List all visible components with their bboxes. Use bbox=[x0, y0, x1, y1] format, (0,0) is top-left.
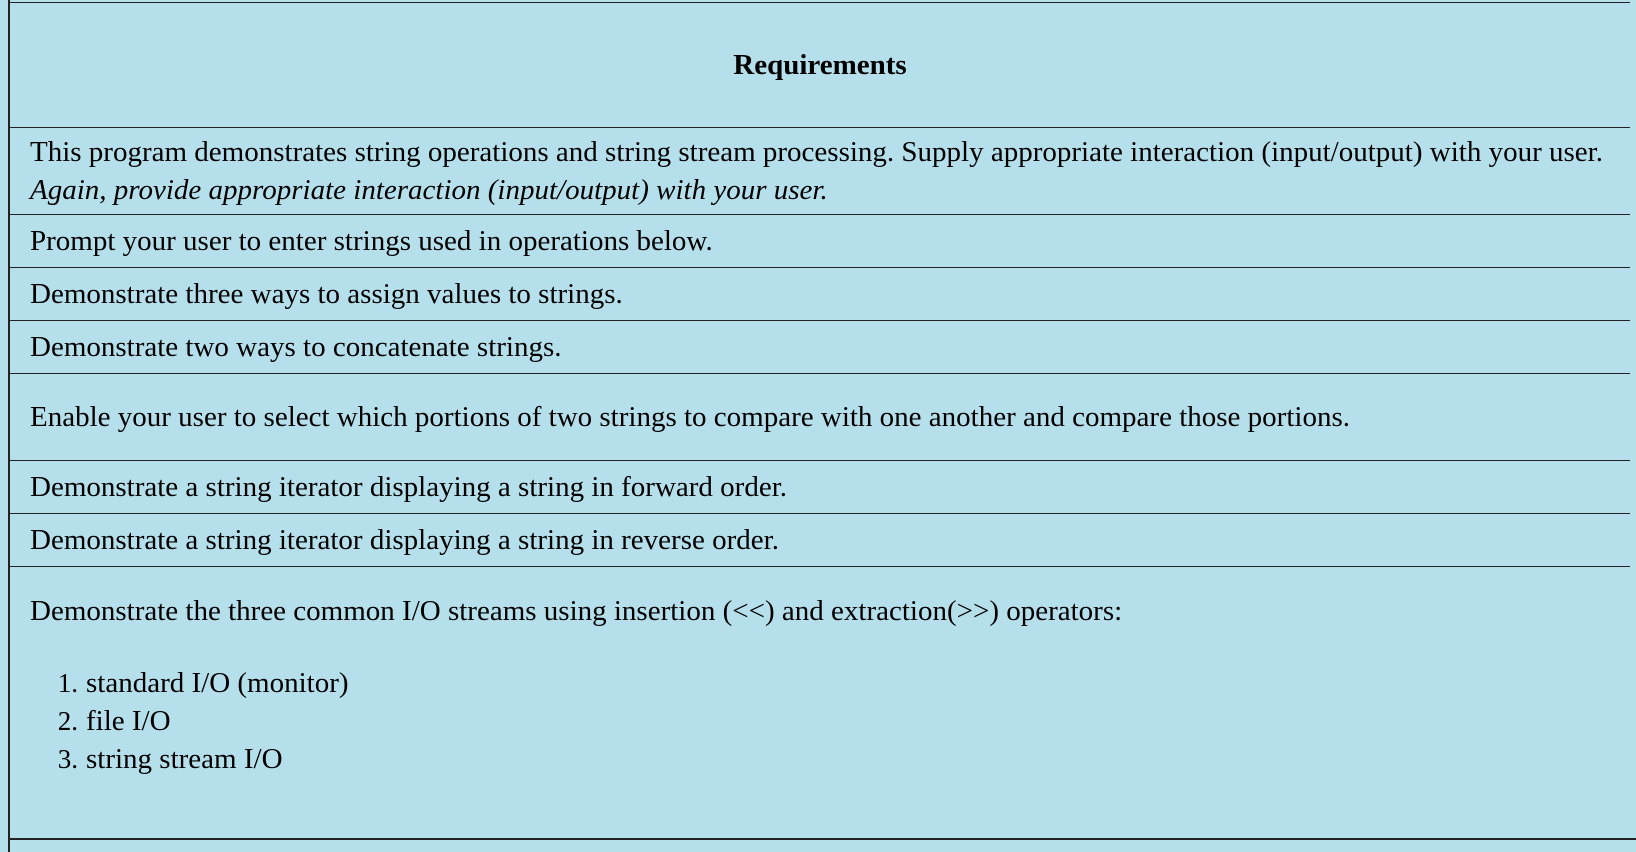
assign-requirement: Demonstrate three ways to assign values to strings. bbox=[10, 268, 1630, 321]
streams-list bbox=[30, 664, 1630, 778]
table-header-row bbox=[10, 3, 1630, 128]
prompt-requirement: Prompt your user to enter strings used in operations below. bbox=[10, 215, 1630, 268]
table-row bbox=[10, 128, 1630, 215]
description-cell bbox=[10, 128, 1630, 215]
reverse-iterator-requirement: Demonstrate a string iterator displaying a string in reverse order. bbox=[10, 514, 1630, 567]
compare-requirement: Enable your user to select which portions of two strings to compare with one another and compare those portions. bbox=[10, 374, 1630, 461]
description-text: This program demonstrates string operations and string stream processing. Supply appropriate interaction (input/output) with your user. bbox=[30, 136, 1603, 168]
list-item: file I/O bbox=[86, 705, 171, 737]
table-row bbox=[10, 321, 1630, 374]
list-item: string stream I/O bbox=[86, 743, 283, 775]
table-row bbox=[10, 567, 1630, 804]
list-item: standard I/O (monitor) bbox=[86, 667, 349, 699]
streams-requirement bbox=[10, 567, 1630, 804]
forward-iterator-requirement: Demonstrate a string iterator displaying a string in forward order. bbox=[10, 461, 1630, 514]
concat-requirement: Demonstrate two ways to concatenate strings. bbox=[10, 321, 1630, 374]
requirements-heading: Requirements bbox=[10, 3, 1630, 128]
table-row bbox=[10, 268, 1630, 321]
streams-intro: Demonstrate the three common I/O streams using insertion (<<) and extraction(>>) operators: bbox=[30, 595, 1123, 627]
description-emphasis: Again, provide appropriate interaction (input/output) with your user. bbox=[30, 174, 828, 206]
table-bottom-border bbox=[10, 838, 1636, 840]
requirements-table bbox=[10, 2, 1630, 803]
table-row bbox=[10, 514, 1630, 567]
table-row bbox=[10, 215, 1630, 268]
table-row bbox=[10, 461, 1630, 514]
table-row bbox=[10, 374, 1630, 461]
